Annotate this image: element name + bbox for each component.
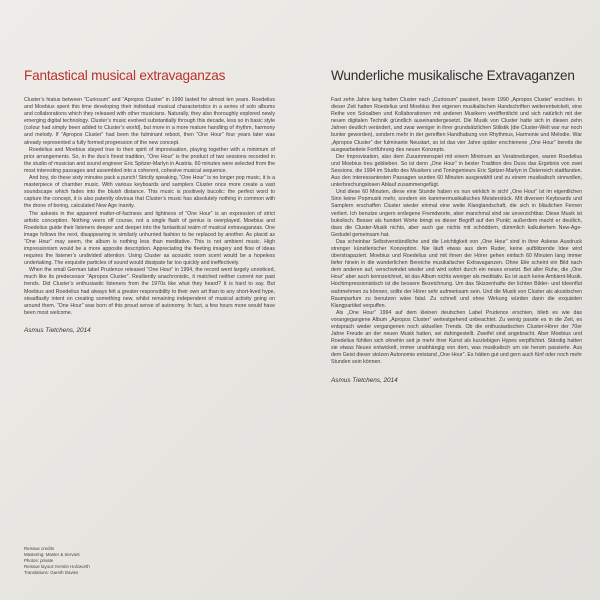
english-title: Fantastical musical extravaganzas	[24, 68, 226, 83]
german-title: Wunderliche musikalische Extravaganzen	[331, 68, 575, 83]
english-paragraph: When the small German label Prudence released “One Hour” in 1994, the record went largely unnoticed, much like its predecessor “Apropos Cluster”. Resiliently anachronistic, it matched neither current nor past trends. Did Cluster’s enthusiastic listeners from the 1970s like what they heard? It is hard to say. But Moebius and Roedelius had always felt a greater responsibility to their own art than to any short-lived hype, steadfastly intent on creating something new, whilst remaining independent of musical activity going on around them. “One Hour” was born of this proud sense of autonomy. In fact, a few hours more would have been most welcome.	[24, 267, 275, 316]
english-paragraph: The askesis in the apparent matter-of-factness and lightness of “One Hour” is an expression of strict artistic conception. Nothing veers off course, not a single flash of genius is overplayed. Moebius and Roedelius guide their listeners deeper and deeper into the fantastical realm of musical extravaganzas. One image follows the next, disappearing in similarly unhurried fashion to be replaced by another. As placid as “One Hour” may seem, the album is nothing less than meditative. This is not ambient music. High impressionism would be a more apposite description. Appreciating the fleeting imagery and flow of ideas requires the listener’s undivided attention. Using Cluster as acoustic room scent would be a hopeless undertaking. The exquisite particles of sound would dissipate far too quickly and ineffectively.	[24, 210, 275, 267]
credits-line: Translations: Gareth Davies	[24, 570, 79, 575]
english-paragraph: Cluster’s hiatus between “Curiosum” and “Apropos Cluster” in 1990 lasted for almost ten years. Roedelius and Moebius spent this time developing their individual musical characteristics in a series of solo albums and collaborations which they released with other musicians. Naturally, they also thoroughly explored newly emerging digital technology. Cluster’s music evolved substantially through this decade, less so in basic style (colour had simply been added to Cluster’s world), but more in a more mature handling of rhythm, harmony and melody. If “Apropos Cluster” had been the fulminant reboot, then “One Hour” four years later was already represented a fully formed progression of the new concept.	[24, 97, 275, 146]
german-signature: Asmus Tietchens, 2014	[331, 376, 398, 384]
german-column	[331, 68, 582, 384]
reissue-credits	[24, 546, 224, 576]
german-body	[331, 97, 582, 367]
credits-line: Mastering: Master & Servant	[24, 552, 80, 557]
german-paragraph: Fast zehn Jahre lang hatten Cluster nach „Curiosum“ pausiert, bevor 1990 „Apropos Cluster“ erschien. In dieser Zeit hatten Roedelius und Moebius ihre eigenen musikalischen Handschriften weiterentwickelt, eine Reihe von Soloalben und Kollaborationen mit anderen Musikern veröffentlicht und sich natürlich mit der neuen digitalen Technik gründlich auseinandergesetzt. Die Musik von Cluster hatte sich in diesen zehn Jahren deutlich verändert, und zwar weniger in ihrer grundsätzlichen Stilistik (die Cluster-Welt war nur noch bunter geworden), sondern mehr in der gereiften Handhabung von Rhythmus, Harmonie und Melodie. War „Apropos Cluster“ der fulminante Neustart, so ist das vier Jahre später erschienene „One Hour“ bereits die ausgearbeitete Fortführung des neuen Konzepts.	[331, 97, 582, 153]
german-paragraph: Das scheinbar Selbstverständliche und die Leichtigkeit von „One Hour“ sind in ihrer Askese Ausdruck strenger künstlerischer Konzeption. Nie läuft etwas aus dem Ruder, keine aufblitzende Idee wird überstrapaziert. Moebius und Roedelius und mit ihnen der Hörer gehen einfach 60 Minuten lang immer tiefer hinein in die wunderlichen Bereiche musikalischer Extravaganzen. Ohne Eile scheint ein Bild nach dem anderen auf, verschwindet wieder und wird sofort durch ein neues ersetzt. Bei aller Ruhe, die „One Hour“ aber auch kennzeichnet, ist das Album nichts weniger als meditativ. Es ist auch keine Ambient-Musik. Hochimpressionistisch ist die bessere Bezeichnung. Um das Skizzenhafte der lichten Bilder- und Ideenflut wahrnehmen zu können, sollte der Hörer sehr aufmerksam sein. Und die Musik von Cluster als akustischen Raumparfum zu benutzen wäre fatal. Zu schnell und ohne Wirkung würden dann die exquisiten Klangpartikel verpuffen.	[331, 238, 582, 309]
credits-line: Reissue credits	[24, 546, 55, 551]
english-body	[24, 97, 275, 317]
credits-line: Photos: private	[24, 558, 54, 563]
credits-line: Reissue layout: Kerstin Holzworth	[24, 564, 90, 569]
english-paragraph: And boy, do these sixty minutes pack a punch! Strictly speaking, “One Hour” is no longer pop music, it is a masterpiece of chamber music. With various keyboards and samplers Cluster once more create a vast soundscape which fades into the bluish distance. This music is positively bucolic: the perfect word to capture the concept, it is also patently obvious that Cluster’s music has absolutely nothing in common with the drone of boring, calculated New Age inanity.	[24, 175, 275, 210]
german-paragraph: Und diese 60 Minuten, diese eine Stunde haben es nun wirklich in sich! „One Hour“ ist im eigentlichen Sinn keine Popmusik mehr, sondern ein kammermusikalisches Meisterstück. Mit diversen Keyboards und Samplern erschaffen Cluster wieder einmal eine weite Klanglandschaft, die sich in bläulichen Fernen verliert. Ich benutze ungern entlegene Fremdworte, aber manchmal sind sie unverzichtbar. Diese Musik ist bukolisch. Besser als hundert Worte bringt es dieser Begriff auf den Punkt; außerdem macht er deutlich, dass die Cluster-Musik nichts, aber auch gar nichts mit schöddem, dümmlich kalkuliertem New-Age-Gedudel gemeinsam hat.	[331, 189, 582, 238]
english-signature: Asmus Tietchens, 2014	[24, 326, 91, 334]
english-column	[24, 68, 275, 334]
german-paragraph: Als „One Hour“ 1994 auf dem kleinen deutschen Label Prudence erschien, blieb es wie das vorangegangene Album „Apropos Cluster“ weitestgehend unbeachtet. Zu wenig passte es in die Zeit, es entsprach weder vergangenen noch aktuellen Trends. Ob die enthusiastischen Cluster-Hörer der 70er Jahre Freude an der neuen Musik hatten, sei dahingestellt. Zweifel sind angebracht. Aber Moebius und Roedelius fühlten sich ohnehin seit je mehr ihrer Kunst als kurzlebigen Hypes verpflichtet. Ständig hatten sie etwas Neues entwickelt, immer unabhängig von dem, was musikalisch um sie herum passierte. Aus dem Geist dieser stolzen Autonomie entstand „One Hour“. Es hätten gut und gern auch fünf oder noch mehr Stunden sein können.	[331, 309, 582, 366]
german-paragraph: Der Improvisation, also dem Zusammenspiel mit einem Minimum an Verabredungen, waren Roedelius und Moebius treu geblieben. So ist denn „One Hour“ in bester Tradition des Duos das Ergebnis von zwei Sessions, die 1994 im Studio des Musikers und Toningenieurs Eric Spitzer-Marlyn in Österreich stattfanden. Aus den interessantesten Passagen wurden 60 Minuten ausgewählt und zu einem musikalisch sinnvollen, unterbrechungslosen Ablauf zusammengefügt.	[331, 153, 582, 189]
english-paragraph: Roedelius and Moebius stayed true to their spirit of improvisation, playing together with a minimum of prior arrangements. So, in the duo’s finest tradition, “One Hour” is the product of two sessions recorded in the studio of musician and sound engineer Eric Spitzer-Marlyn in Austria. 60 minutes were selected from the most interesting passages and assembled into a coherent, cohesive musical sequence.	[24, 146, 275, 174]
